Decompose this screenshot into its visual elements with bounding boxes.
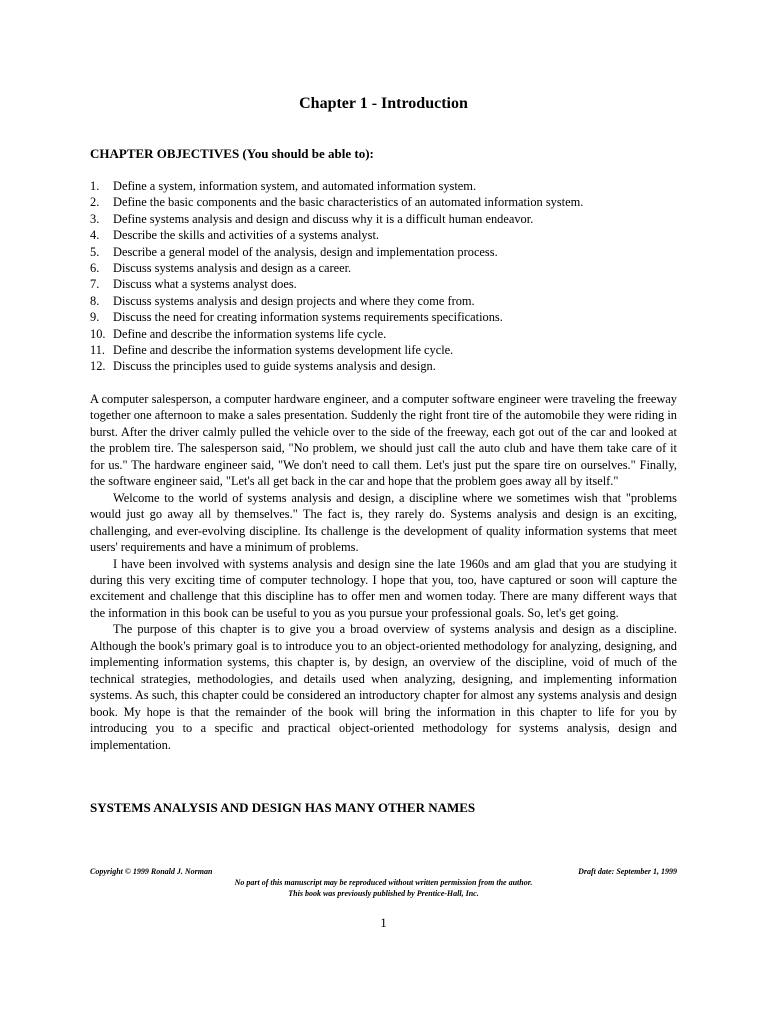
objective-number: 2. [90, 195, 100, 210]
copyright-notice: Copyright © 1999 Ronald J. Norman [90, 867, 213, 876]
page-footer [90, 866, 677, 899]
objectives-list [90, 178, 677, 375]
objectives-heading: CHAPTER OBJECTIVES (You should be able to): [90, 146, 374, 161]
objective-text: Define a system, information system, and automated information system. [113, 179, 477, 193]
objective-item [90, 358, 677, 374]
chapter-title: Chapter 1 - Introduction [299, 95, 468, 112]
objective-item [90, 293, 677, 309]
objective-number: 3. [90, 211, 100, 226]
section-heading: SYSTEMS ANALYSIS AND DESIGN HAS MANY OTHER NAMES [90, 800, 476, 815]
objective-item [90, 178, 677, 194]
objective-number: 5. [90, 244, 100, 259]
body-paragraph: The purpose of this chapter is to give you a broad overview of systems analysis and design as a discipline. Although the book's primary goal is to introduce you to an object-oriented methodology for analyzing, designing, and implementing information systems, this chapter is, by design, an overview of the discipline, void of much of the technical strategies, methodologies, and details used when analyzing, designing, and implementing information systems. As such, this chapter could be considered an introductory chapter for almost any systems analysis and design book. My hope is that the remainder of the book will bring the information in this chapter to life for you by introducing you to a specific and practical object-oriented methodology for systems analysis, design and implementation. [90, 622, 677, 752]
objective-number: 7. [90, 277, 100, 292]
objective-item [90, 342, 677, 358]
objective-number: 8. [90, 293, 100, 308]
reproduction-notice: No part of this manuscript may be reproduced without written permission from the author. [234, 878, 533, 887]
body-paragraph: Welcome to the world of systems analysis and design, a discipline where we sometimes wish that "problems would just go away all by themselves." The fact is, they rarely do. Systems analysis and design is an exciting, challenging, and ever-evolving discipline. Its challenge is the development of quality information systems that meet users' requirements and have a minimum of problems. [90, 490, 677, 555]
objective-number: 12. [90, 359, 106, 374]
objective-item [90, 227, 677, 243]
objective-number: 4. [90, 228, 100, 243]
objective-item [90, 276, 677, 292]
objective-item [90, 260, 677, 276]
objective-item [90, 244, 677, 260]
objective-text: Discuss the principles used to guide systems analysis and design. [113, 359, 436, 374]
intro-paragraph: A computer salesperson, a computer hardware engineer, and a computer software engineer were traveling the freeway together one afternoon to make a sales presentation. Suddenly the right front tire of the automobile they were riding in burst. After the driver calmly pulled the vehicle over to the side of the freeway, each got out of the car and looked at the problem tire. The salesperson said, "No problem, we should just call the auto club and have them take care of it for us." The hardware engineer said, "We don't need to call them. Let's just put the spare tire on ourselves." Finally, the software engineer said, "Let's all get back in the car and hope that the problem goes away all by itself." [90, 392, 677, 489]
objective-text: Define the basic components and the basic characteristics of an automated information system. [113, 195, 584, 210]
objective-text: Discuss the need for creating information systems requirements specifications. [113, 310, 503, 325]
page-number: 1 [380, 915, 387, 930]
body-text [90, 391, 677, 753]
objective-item [90, 309, 677, 325]
objective-text: Discuss systems analysis and design projects and where they come from. [113, 293, 475, 308]
objective-text: Define and describe the information systems life cycle. [113, 326, 387, 341]
objective-text: Discuss what a systems analyst does. [113, 277, 297, 292]
objective-number: 9. [90, 310, 100, 325]
objective-text: Define and describe the information systems development life cycle. [113, 343, 454, 358]
objective-text: Define systems analysis and design and discuss why it is a difficult human endeavor. [113, 211, 534, 226]
objective-number: 6. [90, 261, 100, 276]
objective-text: Describe a general model of the analysis, design and implementation process. [113, 244, 498, 259]
objective-item [90, 194, 677, 210]
draft-date: Draft date: September 1, 1999 [578, 867, 677, 876]
objective-item [90, 211, 677, 227]
publisher-notice: This book was previously published by Prentice-Hall, Inc. [288, 889, 479, 898]
body-paragraph: I have been involved with systems analysis and design sine the late 1960s and am glad that you are studying it during this very exciting time of computer technology. I hope that you, too, have captured or soon will capture the excitement and challenge that this discipline has to offer men and women today. There are many different ways that the information in this book can be useful to you as you pursue your professional goals. So, let's get going. [90, 556, 677, 620]
objective-number: 11. [90, 343, 106, 358]
objective-text: Discuss systems analysis and design as a career. [113, 261, 352, 276]
objective-number: 1. [90, 179, 100, 193]
objective-item [90, 326, 677, 342]
objective-text: Describe the skills and activities of a systems analyst. [113, 228, 379, 243]
footer-row [90, 866, 677, 877]
objective-number: 10. [90, 326, 106, 341]
